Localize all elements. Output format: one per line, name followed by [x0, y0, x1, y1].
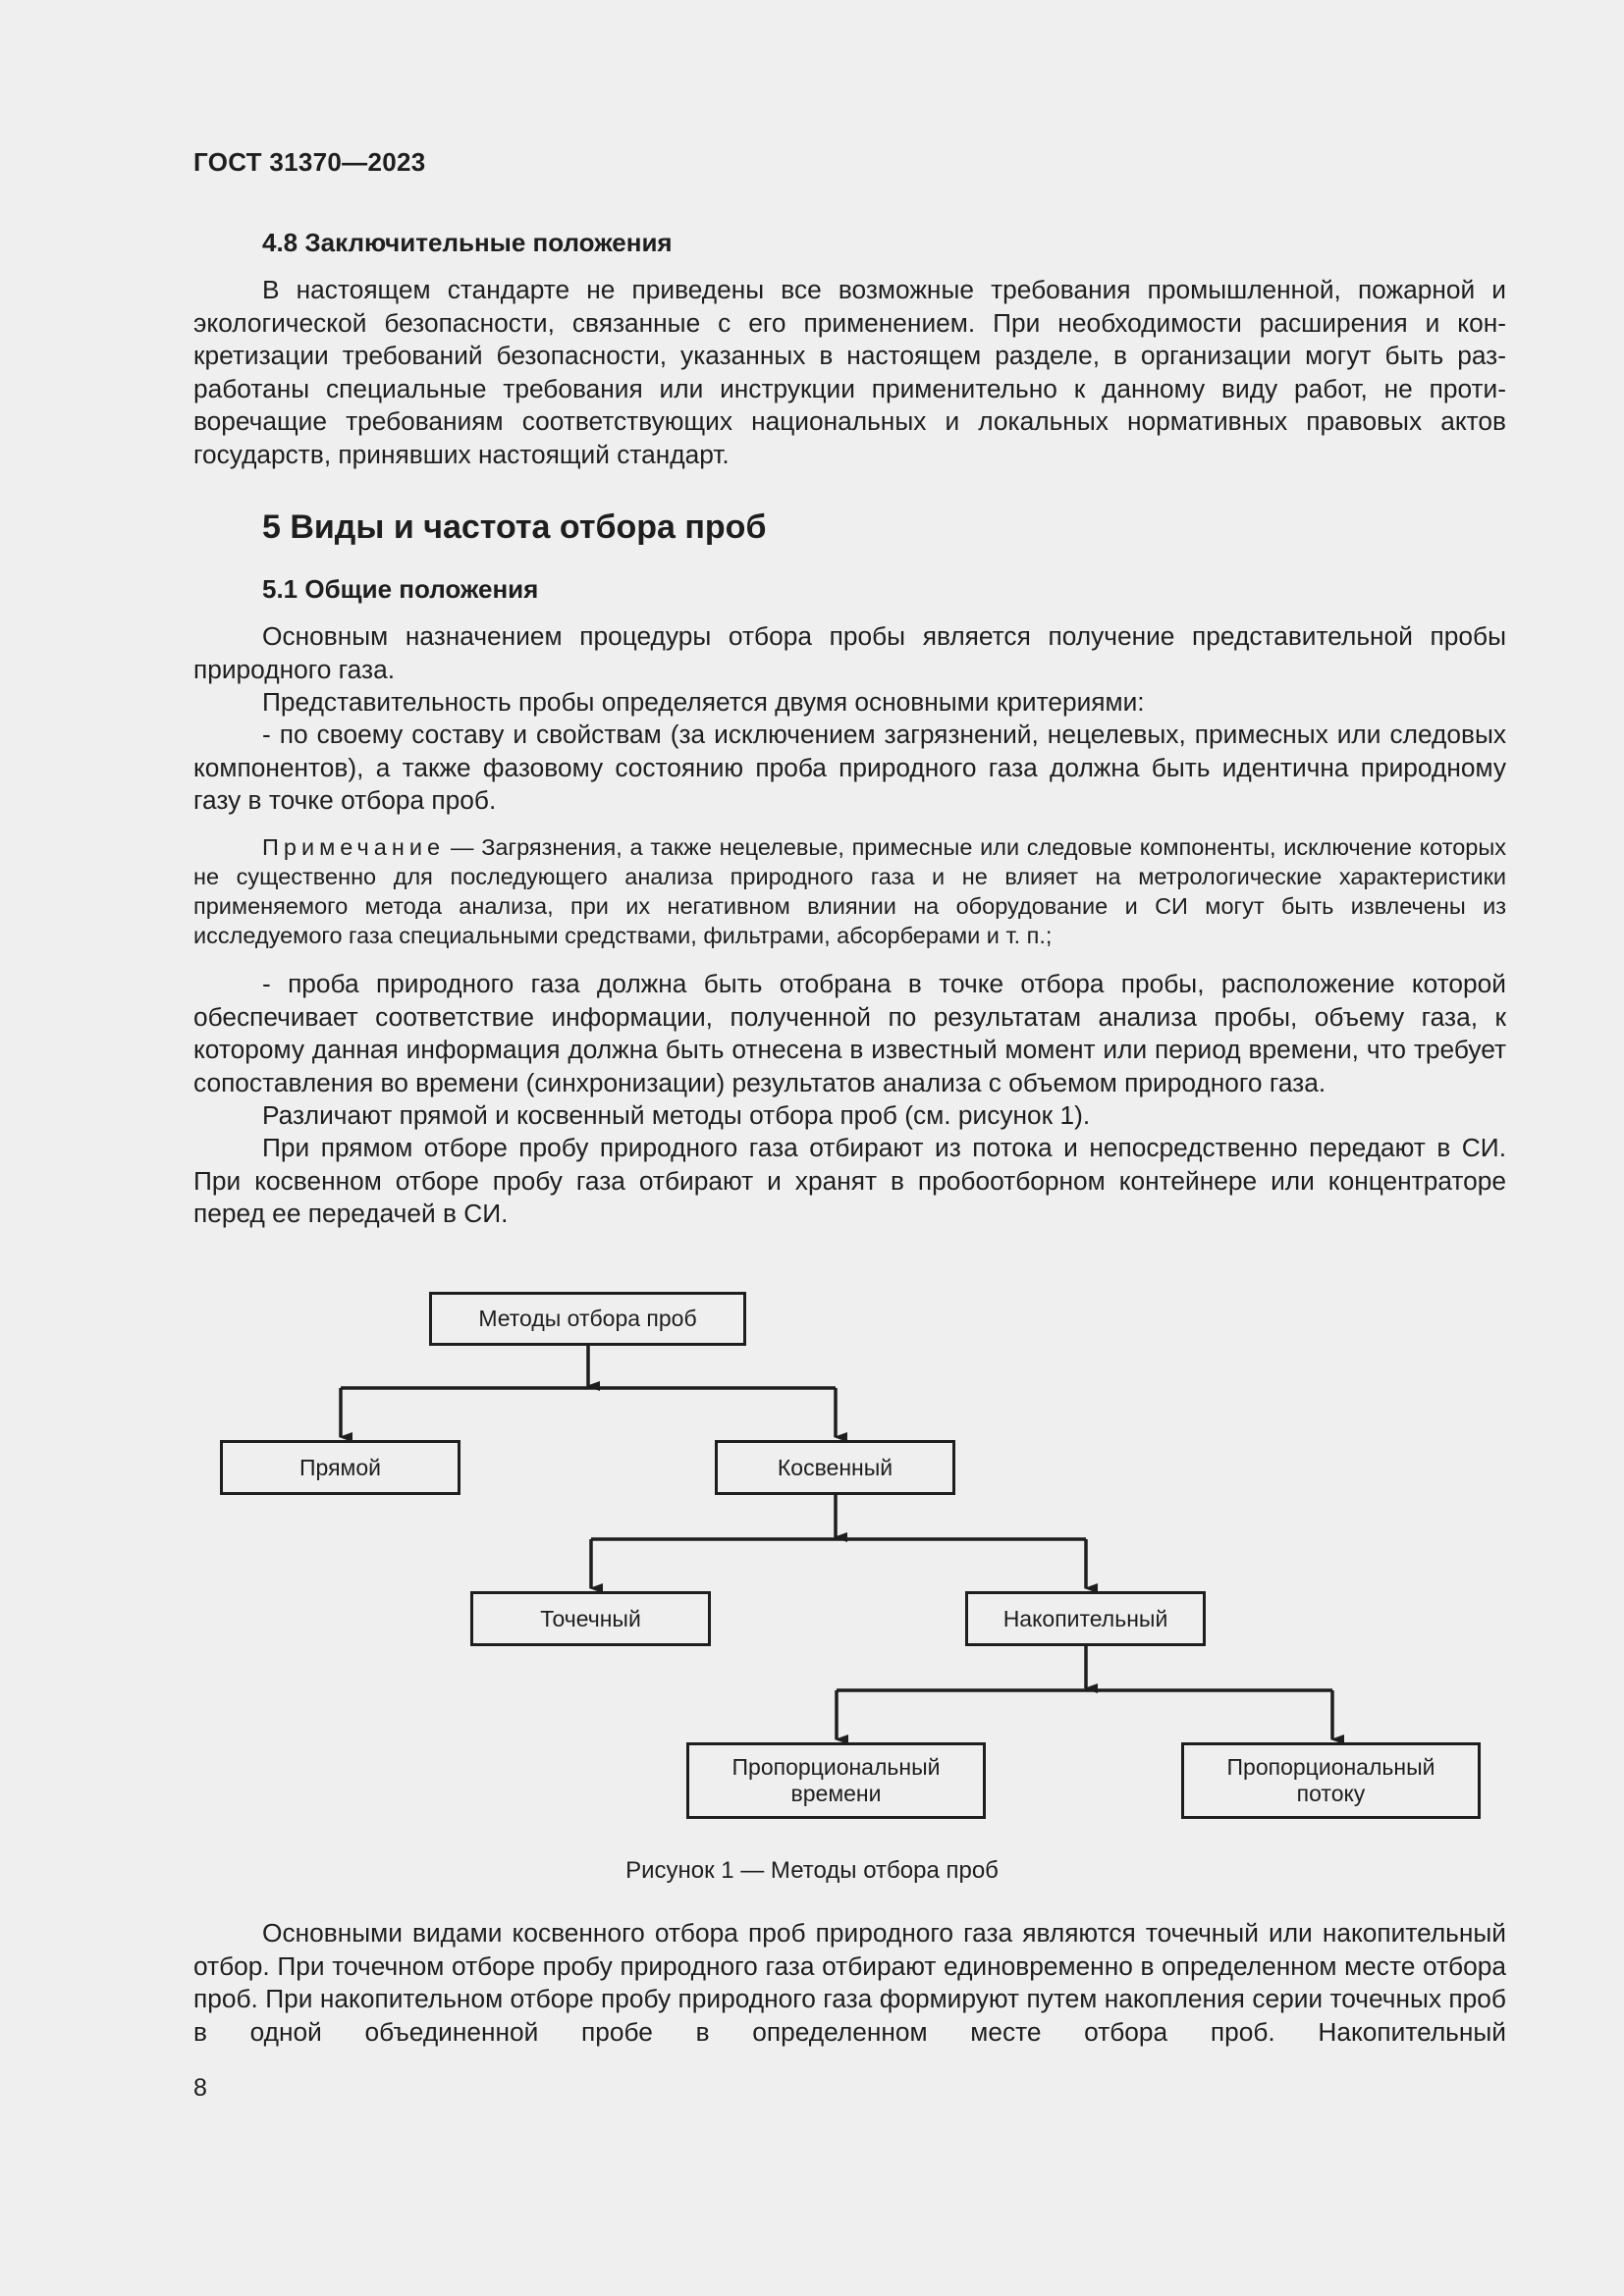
paragraph-criterion-location: - проба природного газа должна быть отобрана в точке отбора пробы, расположение которой обеспечивает соответствие информации, полученной по результатам анализа пробы, объему газа, к которому данная информация должна быть отнесена в известный момент или период времени, что требует сопоставления во времени (синхронизации) результатов анализа с объемом природного газа. [193, 969, 1506, 1097]
section-5-1-title: 5.1 Общие положения [262, 574, 539, 604]
document-id: ГОСТ 31370—2023 [193, 147, 426, 177]
box-indirect: Косвенный [715, 1440, 955, 1495]
box-cumulative: Накопительный [965, 1591, 1206, 1646]
note-label: Примечание [262, 834, 446, 860]
box-methods-root: Методы отбора проб [429, 1292, 746, 1346]
section-4-8-title: 4.8 Заключительные положения [262, 228, 673, 257]
box-proportional-time-line2: времени [790, 1781, 882, 1806]
figure-caption: Рисунок 1 — Методы отбора проб [625, 1857, 999, 1884]
box-direct: Прямой [220, 1440, 460, 1495]
box-spot: Точечный [470, 1591, 711, 1646]
note-text: — Загрязнения, а также нецелевые, примесные или следовые компоненты, исключение которых не существенно для последующего анализа природного газа и не влияет на метрологические характеристики применяемого метода анализа, при их негативном влиянии на оборудование и СИ могут быть извлечены из исследуемого газа специальными средствами, фильтрами, абсорберами и т. п.; [193, 834, 1506, 948]
paragraph-indirect-types: Основными видами косвенного отбора проб природного газа являются точечный или накопительный отбор. При точечном отборе пробу природного газа отбирают единовременно в определенном месте отбора проб. При накопительном отборе пробу природного газа формируют путем накопления серии точечных проб в одной объединенной пробе в определенном месте отбора проб. Накопительный [193, 1918, 1506, 2047]
paragraph-criteria-intro: Представительность пробы определяется двумя основными критериями: [262, 687, 1145, 717]
page-number: 8 [193, 2074, 207, 2102]
box-proportional-flow-line1: Пропорциональный [1226, 1754, 1435, 1780]
paragraph-purpose: Основным назначением процедуры отбора пробы является получение представительной пробы природного газа. [193, 621, 1506, 684]
section-4-8-paragraph: В настоящем стандарте не приведены все возможные требования промышленной, пожарной и экологической безопасности, связанные с его применением. При необходимости расширения и конкретизации требований безопасности, указанных в настоящем разделе, в организации могут быть разработаны специальные требования или инструкции применительно к данному виду работ, не противоречащие требованиям соответствующих национальных и локальных нормативных правовых актов государств, принявших настоящий стандарт. [193, 275, 1506, 469]
paragraph-criterion-composition: - по своему составу и свойствам (за исключением загрязнений, нецелевых, примесных или следовых компонентов), а также фазовому состоянию проба природного газа должна быть идентична природному газу в точке отбора проб. [193, 720, 1506, 815]
paragraph-methods-intro: Различают прямой и косвенный методы отбора проб (см. рисунок 1). [262, 1100, 1091, 1130]
box-proportional-flow [1181, 1742, 1481, 1819]
section-5-title: 5 Виды и частота отбора проб [262, 508, 767, 546]
paragraph-direct-indirect: При прямом отборе пробу природного газа отбирают из потока и непосредственно передают в СИ. При косвенном отборе пробу газа отбирают и хранят в пробоотборном контейнере или концентраторе перед ее передачей в СИ. [193, 1133, 1506, 1228]
box-proportional-time [686, 1742, 986, 1819]
box-proportional-flow-line2: потоку [1296, 1781, 1366, 1806]
box-proportional-time-line1: Пропорциональный [731, 1754, 941, 1780]
